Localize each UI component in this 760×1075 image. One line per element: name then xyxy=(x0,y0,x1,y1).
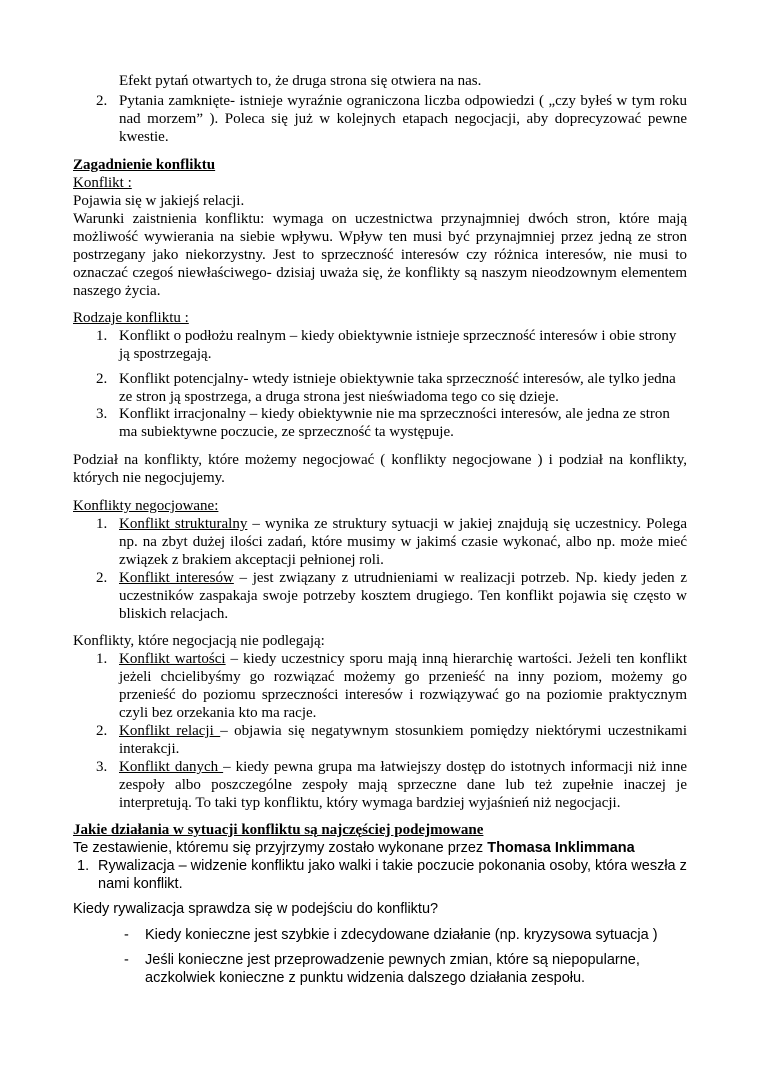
list-item: Pytania zamknięte- istnieje wyraźnie ograniczona liczba odpowiedzi ( „czy byłeś w tym roku nad morzem” ). Poleca się już w kolejnych etapach negocjacji, aby doprecyzować pewne kwestie. xyxy=(119,93,687,145)
list-number: 1. xyxy=(96,516,108,532)
list-item xyxy=(119,515,687,569)
description: – wynika ze struktury sytuacji w jakiej znajdują się uczestnicy. Polega np. na zbyt dużej ilości zadań, które musimy w jakimś czasie wykonać, albo np. może mieć związek z brakiem akceptacji pełnionej roli. xyxy=(119,516,687,568)
list-number: 2. xyxy=(96,371,108,387)
paragraph xyxy=(73,839,687,857)
description: – jest związany z utrudnieniami w realizacji potrzeb. Np. kiedy jeden z uczestników zaspakaja swoje potrzeby kosztem drugiego. Ten konflikt pojawia się często w bliskich relacjach. xyxy=(119,570,687,622)
list-item xyxy=(119,569,687,623)
description: – objawia się negatywnym stosunkiem pomiędzy niektórymi uczestnikami interakcji. xyxy=(119,723,687,757)
sub-heading: Rodzaje konfliktu : xyxy=(73,310,189,326)
paragraph: Pojawia się w jakiejś relacji. xyxy=(73,193,245,209)
bullet-mark: - xyxy=(124,927,129,943)
author-name: Thomasa Inklimmana xyxy=(487,840,635,856)
list-number: 1. xyxy=(96,651,108,667)
section-heading: Zagadnienie konfliktu xyxy=(73,157,216,173)
description: – kiedy uczestnicy sporu mają inną hierarchię wartości. Jeżeli ten konflikt jeżeli chcielibyśmy go rozwiązać możemy go przenieść na inny poziom, możemy go przenieść do poziomu sprzeczności interesów i rozwiązywać go na poziomie praktycznym czyli bez orzekania kto ma racje. xyxy=(119,651,687,721)
list-number: 3. xyxy=(96,406,108,422)
list-item: Konflikt potencjalny- wtedy istnieje obiektywnie taka sprzeczność interesów, ale tylko jedna ze stron ją spostrzega, a druga strona jest nieświadoma tego co się dzieje. xyxy=(119,371,676,405)
intro-line: Efekt pytań otwartych to, że druga strona się otwiera na nas. xyxy=(119,73,482,89)
term: Konflikt relacji xyxy=(119,723,221,739)
list-number: 2. xyxy=(96,723,108,739)
list-number: 1. xyxy=(96,328,108,344)
intro-text: Te zestawienie, któremu się przyjrzymy zostało wykonane przez xyxy=(73,840,488,856)
term: Konflikt wartości xyxy=(119,651,226,667)
list-number: 1. xyxy=(77,858,90,874)
list-number: 3. xyxy=(96,759,108,775)
term: Konflikt danych xyxy=(119,759,224,775)
bullet-item: Kiedy konieczne jest szybkie i zdecydowane działanie (np. kryzysowa sytuacja ) xyxy=(145,927,658,943)
sub-heading: Konflikty, które negocjacją nie podlegają: xyxy=(73,633,325,649)
list-item xyxy=(119,758,687,812)
term: Konflikt interesów xyxy=(119,570,234,586)
list-item: Konflikt o podłożu realnym – kiedy obiektywnie istnieje sprzeczność interesów i obie strony ją spostrzegają. xyxy=(119,328,677,362)
sub-heading: Konflikty negocjowane: xyxy=(73,498,219,514)
sub-heading: Konflikt : xyxy=(73,175,132,191)
question: Kiedy rywalizacja sprawdza się w podejściu do konfliktu? xyxy=(73,901,439,917)
description: – kiedy pewna grupa ma łatwiejszy dostęp do istotnych informacji niż inne zespoły albo poszczególne zespoły mają sprzeczne dane lub też zupełnie inaczej je interpretują. To taki typ konfliktu, który wymaga bardziej wyjaśnień niż negocjacji. xyxy=(119,759,687,811)
list-number: 2. xyxy=(96,93,108,109)
list-item xyxy=(119,650,687,722)
paragraph: Podział na konflikty, które możemy negocjować ( konflikty negocjowane ) i podział na konflikty, których nie negocjujemy. xyxy=(73,452,687,486)
paragraph: Warunki zaistnienia konfliktu: wymaga on uczestnictwa przynajmniej dwóch stron, które mają możliwość wywierania na siebie wpływu. Wpływ ten musi być przynajmniej przez jedną ze stron postrzegany jako niekorzystny. Jest to sprzeczność interesów czy różnica interesów, nie musi to oznaczać czegoś niewłaściwego- dzisiaj uważa się, że konflikty są naszym nieodzownym elementem naszego życia. xyxy=(73,211,687,299)
list-item: Rywalizacja – widzenie konfliktu jako walki i takie poczucie pokonania osoby, która weszła z nami konflikt. xyxy=(98,858,687,892)
list-item: Konflikt irracjonalny – kiedy obiektywnie nie ma sprzeczności interesów, ale jedna ze stron ma subiektywne poczucie, ze sprzeczność ta występuje. xyxy=(119,406,670,440)
bullet-mark: - xyxy=(124,952,129,968)
list-number: 2. xyxy=(96,570,108,586)
bullet-item: Jeśli konieczne jest przeprowadzenie pewnych zmian, które są niepopularne, aczkolwiek konieczne z punktu widzenia dalszego działania zespołu. xyxy=(145,952,640,986)
term: Konflikt strukturalny xyxy=(119,516,248,532)
list-item xyxy=(119,722,687,758)
section-heading: Jakie działania w sytuacji konfliktu są najczęściej podejmowane xyxy=(73,822,484,838)
